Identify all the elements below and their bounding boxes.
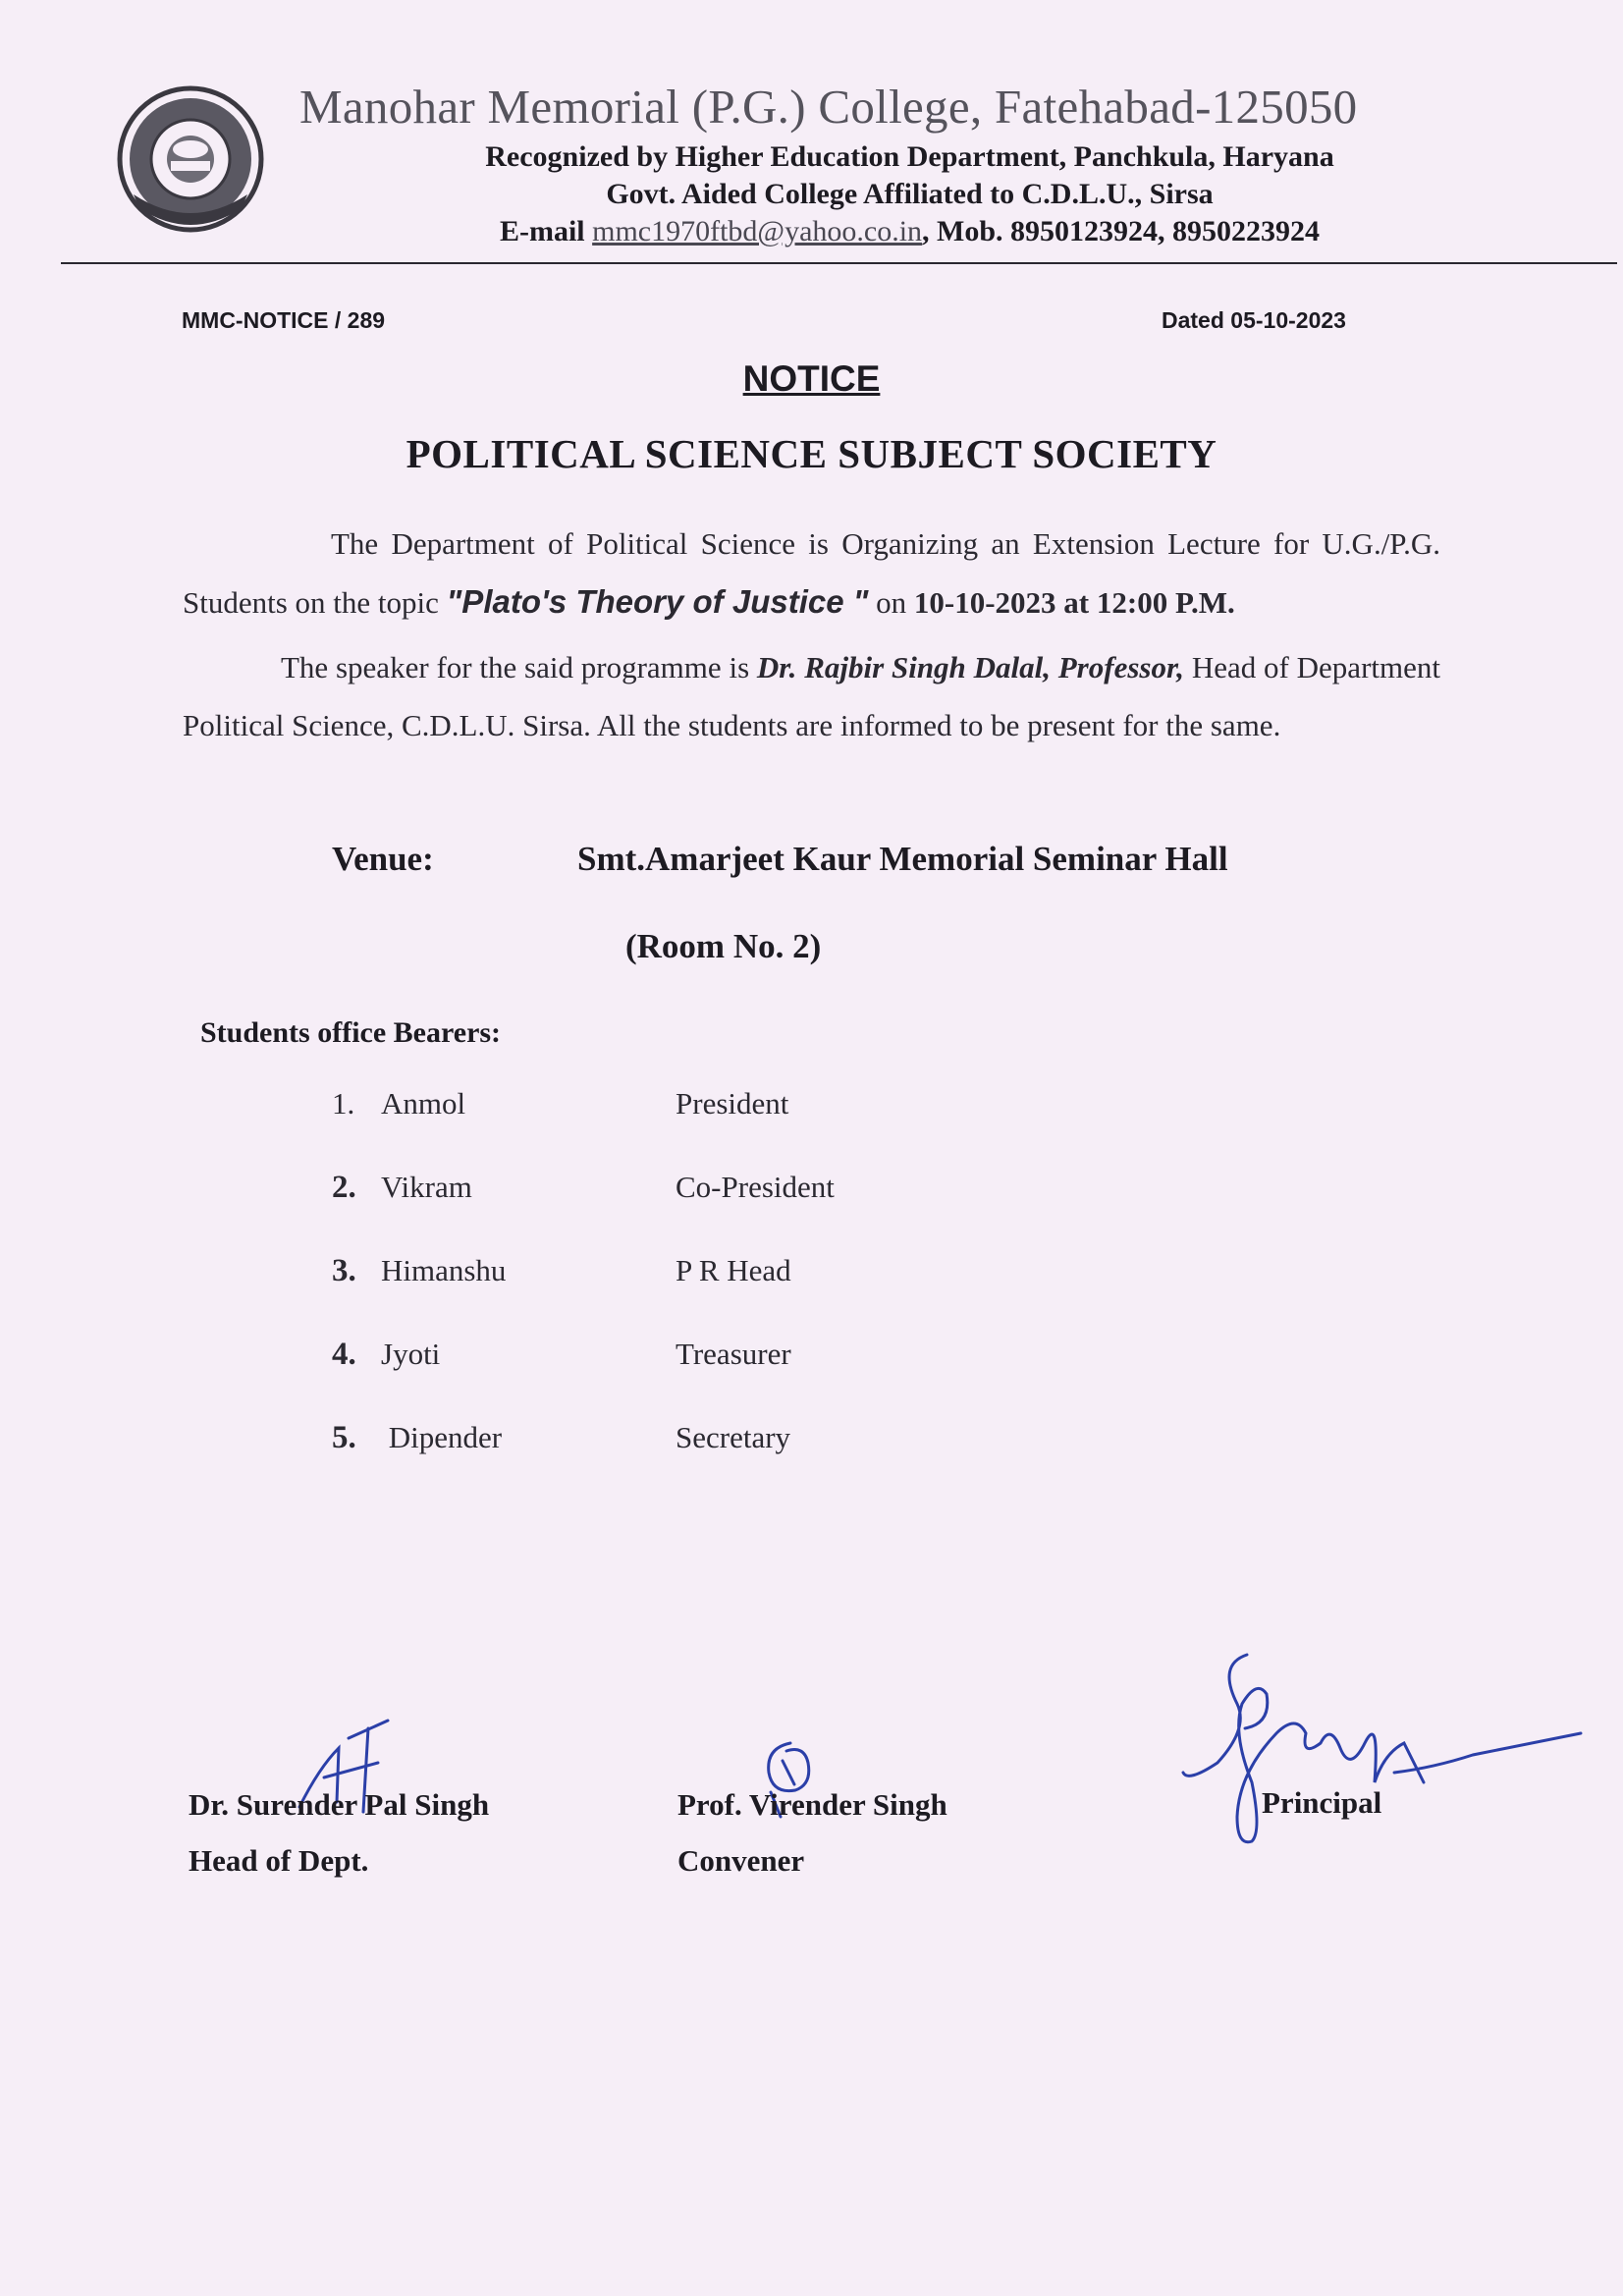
bearer-name: Vikram [381,1170,472,1204]
lecture-topic: "Plato's Theory of Justice " [446,583,869,620]
email-link[interactable]: mmc1970ftbd@yahoo.co.in [592,215,923,247]
society-heading: POLITICAL SCIENCE SUBJECT SOCIETY [406,431,1217,476]
notice-date: Dated 05-10-2023 [1162,307,1346,333]
college-name: Manohar Memorial (P.G.) College, Fatehabad-125050 [299,80,1358,134]
notice-reference: MMC-NOTICE / 289 [182,307,386,333]
bearer-number: 2. [332,1170,356,1205]
lecture-text: The Department of Political Science is Organizing an Extension Lecture for U.G./P.G. Students on the topic [183,526,1440,620]
bearer-number: 5. [332,1420,356,1455]
bearer-role: P R Head [676,1253,791,1287]
convener-title: Convener [677,1843,805,1878]
bearer-number: 3. [332,1253,356,1288]
speaker-paragraph [183,638,1440,754]
bearer-row [0,1337,1623,1386]
recognition-line: Recognized by Higher Education Department, Panchkula, Haryana [485,140,1334,173]
bearer-role: Co-President [676,1170,835,1204]
bearer-role: President [676,1086,789,1121]
principal-title: Principal [1262,1785,1382,1820]
speaker-details: Head of Department Political Science, C.D.L.U. Sirsa. All the students are informed to be present for the same. [183,650,1440,742]
letterhead-divider [61,262,1617,264]
hod-title: Head of Dept. [189,1843,369,1878]
bearer-role: Secretary [676,1420,791,1454]
speaker-text: The speaker for the said programme is [281,650,757,684]
bearer-name: Himanshu [381,1253,507,1287]
bearer-name: Jyoti [381,1337,441,1371]
bearer-row [0,1170,1623,1219]
venue-label: Venue: [332,840,434,878]
convener-name: Prof. Virender Singh [677,1787,947,1822]
affiliation-line: Govt. Aided College Affiliated to C.D.L.U., Sirsa [606,178,1214,210]
contact-line [0,215,1623,248]
bearer-row [0,1086,1623,1135]
lecture-datetime: 10-10-2023 at 12:00 P.M. [913,585,1235,620]
mobile-numbers: , Mob. 8950123924, 8950223924 [922,215,1321,247]
bearer-number: 4. [332,1337,356,1372]
venue-room: (Room No. 2) [625,927,822,965]
lecture-paragraph [183,515,1440,631]
venue-hall: Smt.Amarjeet Kaur Memorial Seminar Hall [577,840,1228,878]
bearers-heading: Students office Bearers: [200,1016,502,1049]
speaker-name: Dr. Rajbir Singh Dalal, Professor, [756,650,1185,684]
bearer-number: 1. [332,1086,355,1121]
principal-signature-mark [1178,1635,1600,1861]
bearer-name: Dipender [381,1420,503,1454]
bearer-row [0,1420,1623,1469]
email-label: E-mail [499,215,593,247]
bearer-name: Anmol [381,1086,466,1121]
lecture-text-on: on [868,585,914,620]
bearer-row [0,1253,1623,1302]
notice-heading: NOTICE [742,358,881,399]
bearer-role: Treasurer [676,1337,791,1371]
hod-name: Dr. Surender Pal Singh [189,1787,490,1822]
